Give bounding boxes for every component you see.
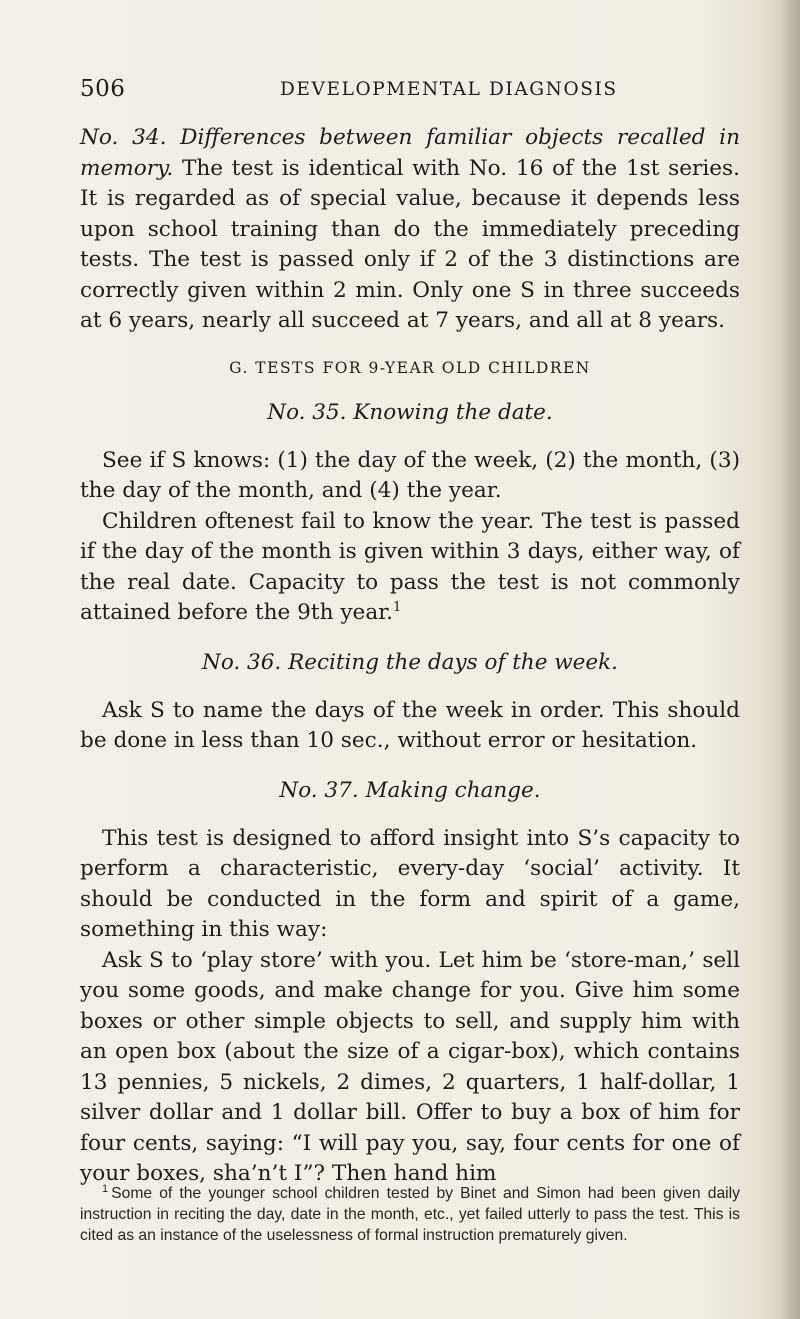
page-number: 506 [80, 76, 126, 102]
page-body [80, 123, 740, 1190]
footnote [80, 1183, 740, 1246]
test-37-title: No. 37. Making change. [279, 777, 541, 803]
footnote-number: 1 [102, 1183, 109, 1195]
running-head: DEVELOPMENTAL DIAGNOSIS [280, 79, 618, 100]
footnote-marker: 1 [393, 600, 402, 615]
page-edge-shadow [778, 0, 800, 1319]
test-36-title: No. 36. Reciting the days of the week. [202, 649, 618, 675]
test-35-paragraph-2 [80, 507, 740, 629]
test-34-paragraph [80, 123, 740, 337]
test-35-paragraph-2-text: Children oftenest fail to know the year. The test is passed if the day of the month is given within 3 days, either way, of the real date. Capacity to pass the test is not commonly attained before the 9th year. [80, 508, 740, 625]
test-37-paragraph-2: Ask S to ‘play store’ with you. Let him be ‘store-man,’ sell you some goods, and make change for you. Give him some boxes or other simple objects to sell, and supply him with an open box (about the size of a cigar-box), which contains 13 pennies, 5 nickels, 2 dimes, 2 quarters, 1 half-dollar, 1 silver dollar and 1 dollar bill. Offer to buy a box of him for four cents, saying: “I will pay you, say, four cents for one of your boxes, sha’n’t I”? Then hand him [80, 947, 740, 1186]
test-34-title: No. 34. Differences between familiar objects recalled in memory. [80, 125, 740, 181]
test-36-paragraph: Ask S to name the days of the week in order. This should be done in less than 10 sec., without error or hesitation. [80, 697, 740, 753]
test-34-body: The test is identical with No. 16 of the 1st series. It is regarded as of special value, because it depends less upon school training than do the immediately preceding tests. The test is passed only if 2 of the 3 distinctions are correctly given within 2 min. Only one S in three succeeds at 6 years, nearly all succeed at 7 years, and all at 8 years. [80, 155, 740, 333]
test-35-title: No. 35. Knowing the date. [267, 399, 553, 425]
page-header [80, 76, 740, 106]
test-37-paragraph-1: This test is designed to afford insight into S’s capacity to perform a characteristic, every-day ‘social’ activity. It should be conducted in the form and spirit of a game, something in this way: [80, 825, 740, 942]
section-g-heading: G. TESTS FOR 9-YEAR OLD CHILDREN [229, 358, 591, 377]
footnote-text: Some of the younger school children tested by Binet and Simon had been given daily instruction in reciting the day, date in the month, etc., yet failed utterly to pass the test. This is cited as an instance of the uselessness of formal instruction prematurely given. [80, 1185, 740, 1244]
test-35-paragraph-1: See if S knows: (1) the day of the week, (2) the month, (3) the day of the month, and (4) the year. [80, 447, 740, 503]
